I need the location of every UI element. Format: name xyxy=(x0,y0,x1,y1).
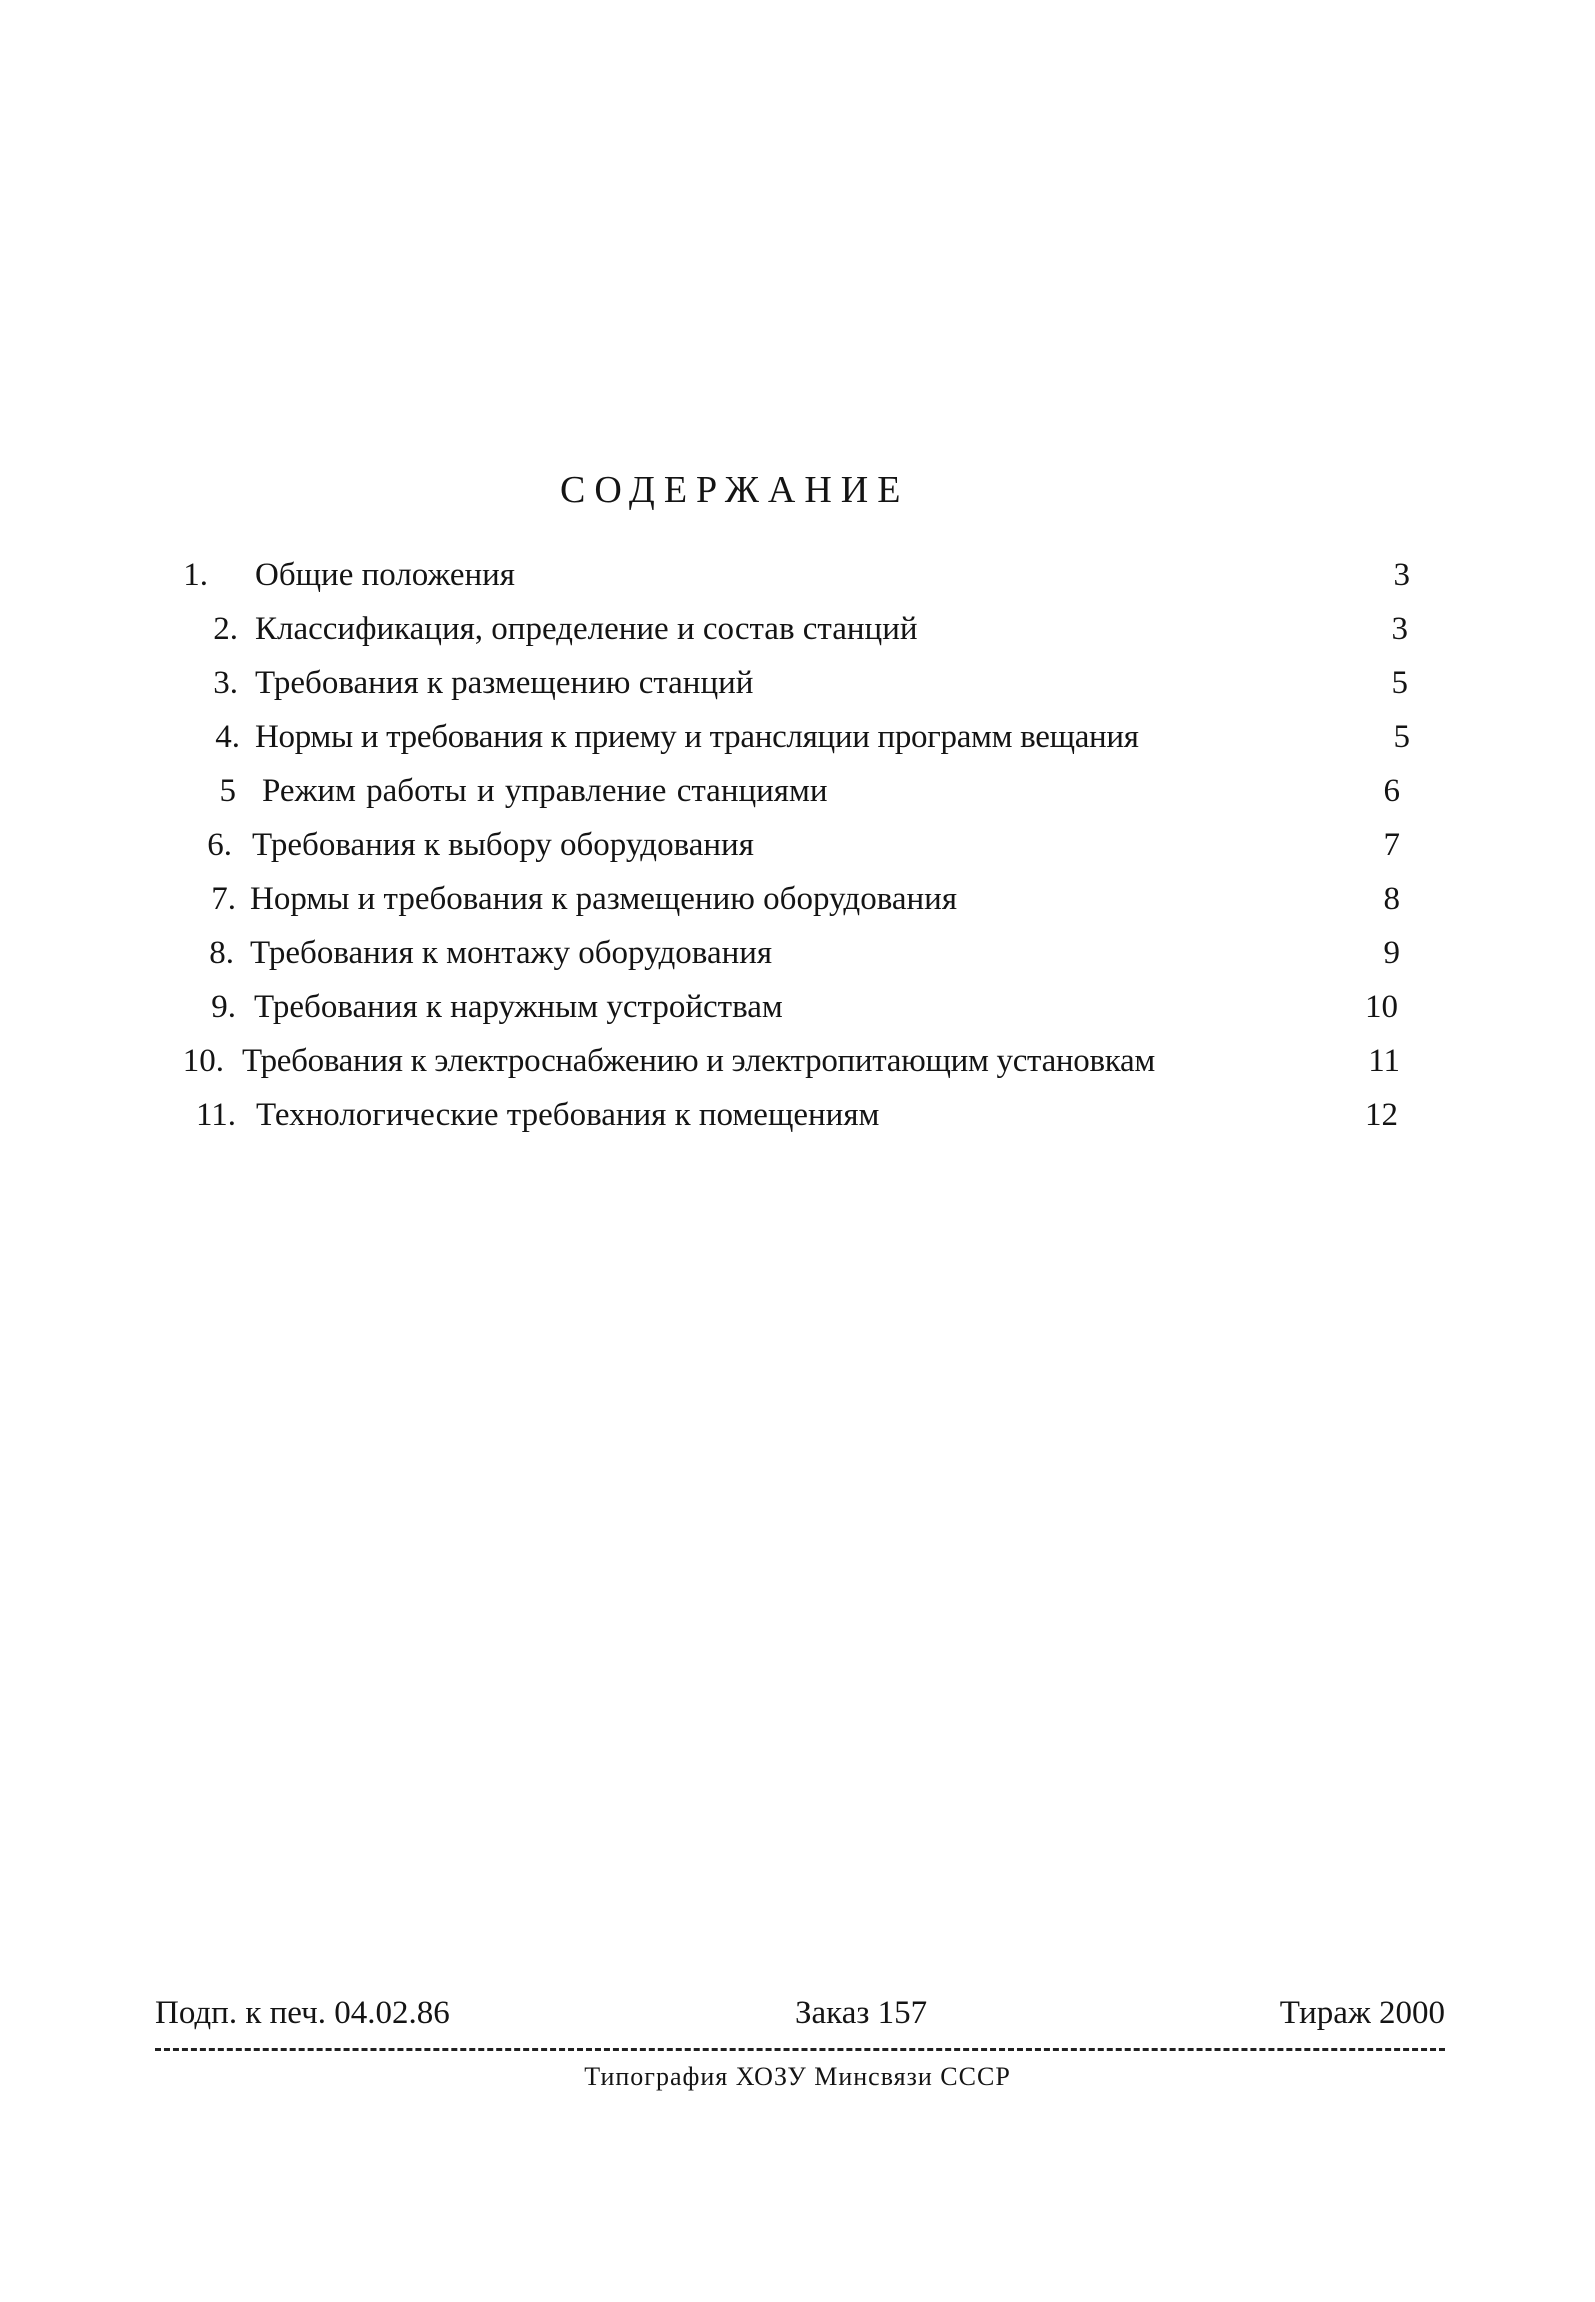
toc-entry xyxy=(0,980,1595,1034)
toc-entry-number: 11. xyxy=(195,1097,236,1133)
toc-entry-number: 4. xyxy=(215,719,240,755)
toc-entry-number: 5 xyxy=(219,773,236,809)
toc-entry-page: 3 xyxy=(1391,611,1408,647)
toc-title: СОДЕРЖАНИЕ xyxy=(560,469,910,511)
toc-entry xyxy=(0,872,1595,926)
imprint-order: Заказ 157 xyxy=(795,1995,928,2031)
toc-entry xyxy=(0,764,1595,818)
toc-entry xyxy=(0,1034,1595,1088)
toc-entry-number: 8. xyxy=(209,935,234,971)
toc-entry-number: 6. xyxy=(207,827,232,863)
toc-entry-title: Требования к выбору оборудования xyxy=(252,827,754,863)
toc-entry-page: 7 xyxy=(1383,827,1400,863)
toc-entry-page: 3 xyxy=(1393,557,1410,593)
toc-entry-page: 11 xyxy=(1368,1043,1400,1079)
toc-entry-number: 7. xyxy=(211,881,236,917)
toc-entry-title: Нормы и требования к размещению оборудования xyxy=(250,881,958,917)
toc-entry-title: Общие положения xyxy=(255,557,515,593)
toc-entry-page: 5 xyxy=(1393,719,1410,755)
toc-entry-page: 5 xyxy=(1391,665,1408,701)
toc-entry-title: Нормы и требования к приему и трансляции программ вещания xyxy=(255,719,1139,755)
toc-entry xyxy=(0,548,1595,602)
toc-entry-title: Требования к электроснабжению и электропитающим установкам xyxy=(242,1043,1155,1079)
toc-entry-title: Технологические требования к помещениям xyxy=(256,1097,880,1133)
toc-entry-number: 3. xyxy=(213,665,238,701)
toc-entry-title: Классификация, определение и состав станций xyxy=(255,611,918,647)
imprint-circulation: Тираж 2000 xyxy=(1279,1995,1445,2031)
toc-entry-title: Режим работы и управление станциями xyxy=(262,773,828,809)
toc-entry-number: 1. xyxy=(183,557,208,593)
toc-entry xyxy=(0,602,1595,656)
toc-entry-page: 9 xyxy=(1383,935,1400,971)
toc-entry-page: 8 xyxy=(1383,881,1400,917)
toc-entry xyxy=(0,710,1595,764)
toc-entry-number: 2. xyxy=(213,611,238,647)
toc-entry xyxy=(0,926,1595,980)
imprint-divider xyxy=(155,2048,1445,2051)
printer-line: Типография ХОЗУ Минсвязи СССР xyxy=(584,2062,1011,2091)
toc-entry xyxy=(0,656,1595,710)
toc-list xyxy=(0,548,1595,1142)
toc-entry xyxy=(0,818,1595,872)
toc-entry-page: 12 xyxy=(1365,1097,1398,1133)
toc-entry-number: 9. xyxy=(211,989,236,1025)
imprint-line xyxy=(155,1995,1445,2035)
toc-entry-title: Требования к монтажу оборудования xyxy=(250,935,773,971)
toc-entry-number: 10. xyxy=(182,1043,224,1079)
toc-entry xyxy=(0,1088,1595,1142)
toc-entry-title: Требования к наружным устройствам xyxy=(254,989,783,1025)
imprint-signed: Подп. к печ. 04.02.86 xyxy=(155,1995,450,2031)
toc-entry-page: 10 xyxy=(1365,989,1398,1025)
toc-entry-page: 6 xyxy=(1383,773,1400,809)
toc-entry-title: Требования к размещению станций xyxy=(255,665,754,701)
